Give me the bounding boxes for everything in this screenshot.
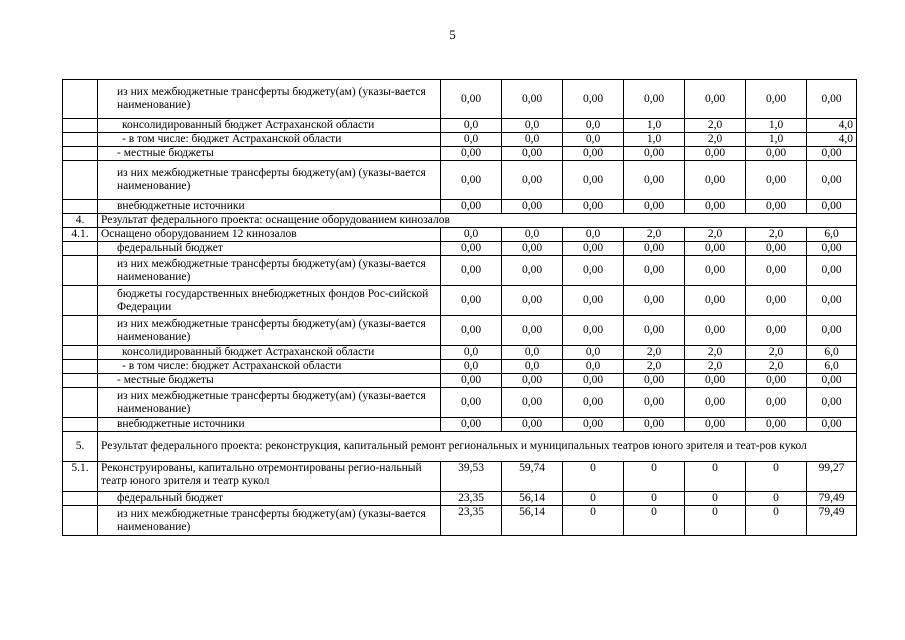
- table-row: [63, 360, 857, 374]
- value-cell: 0,00: [563, 200, 624, 214]
- value-cell: 4,0: [807, 133, 857, 147]
- value-cell: 0,00: [685, 388, 746, 418]
- value-cell: 0,00: [441, 147, 502, 161]
- row-description-cell: из них межбюджетные трансферты бюджету(ам) (указы-вается наименование): [98, 506, 441, 536]
- value-cell: 0,0: [563, 346, 624, 360]
- section-title-cell: Результат федерального проекта: оснащение оборудованием кинозалов: [98, 214, 857, 228]
- value-cell: 0,00: [746, 242, 807, 256]
- value-cell: 59,74: [502, 462, 563, 492]
- value-cell: 0: [624, 492, 685, 506]
- value-cell: 0,0: [441, 228, 502, 242]
- value-cell: 56,14: [502, 492, 563, 506]
- value-cell: 0,00: [563, 147, 624, 161]
- value-cell: 0,0: [441, 360, 502, 374]
- value-cell: 0,00: [624, 147, 685, 161]
- value-cell: 1,0: [624, 119, 685, 133]
- row-description-cell: - в том числе: бюджет Астраханской области: [98, 360, 441, 374]
- value-cell: 0,00: [441, 242, 502, 256]
- value-cell: 0,00: [807, 388, 857, 418]
- value-cell: 1,0: [624, 133, 685, 147]
- table-row: [63, 256, 857, 286]
- value-cell: 0,00: [624, 242, 685, 256]
- value-cell: 0,00: [502, 388, 563, 418]
- row-number-cell: [63, 242, 98, 256]
- row-number-cell: 5.1.: [63, 462, 98, 492]
- table-row: [63, 374, 857, 388]
- value-cell: 0,00: [441, 286, 502, 316]
- value-cell: 0,0: [563, 228, 624, 242]
- value-cell: 0,00: [563, 161, 624, 200]
- value-cell: 0,00: [746, 256, 807, 286]
- value-cell: 0,00: [624, 286, 685, 316]
- value-cell: 2,0: [685, 360, 746, 374]
- section-number-cell: 5.: [63, 432, 98, 462]
- table-row: [63, 161, 857, 200]
- value-cell: 0,00: [746, 200, 807, 214]
- row-description-cell: из них межбюджетные трансферты бюджету(ам) (указы-вается наименование): [98, 80, 441, 119]
- value-cell: 0,0: [502, 228, 563, 242]
- value-cell: 0: [563, 492, 624, 506]
- value-cell: 56,14: [502, 506, 563, 536]
- table-row: [63, 506, 857, 536]
- value-cell: 0,00: [807, 80, 857, 119]
- row-description-cell: из них межбюджетные трансферты бюджету(ам) (указы-вается наименование): [98, 316, 441, 346]
- value-cell: 0: [624, 462, 685, 492]
- value-cell: 0,0: [563, 360, 624, 374]
- value-cell: 0,00: [502, 200, 563, 214]
- value-cell: 0: [746, 492, 807, 506]
- row-number-cell: [63, 161, 98, 200]
- value-cell: 79,49: [807, 492, 857, 506]
- value-cell: 0,00: [441, 388, 502, 418]
- value-cell: 0,0: [563, 119, 624, 133]
- section-title-cell: Результат федерального проекта: реконструкция, капитальный ремонт региональных и муниципальных театров юного зрителя и теат-ров кукол: [98, 432, 857, 462]
- value-cell: 0,00: [624, 200, 685, 214]
- value-cell: 0,00: [563, 418, 624, 432]
- page-number: 5: [449, 27, 456, 42]
- table-row: [63, 346, 857, 360]
- value-cell: 0: [624, 506, 685, 536]
- value-cell: 0,00: [685, 200, 746, 214]
- value-cell: 0,0: [502, 119, 563, 133]
- value-cell: 79,49: [807, 506, 857, 536]
- value-cell: 0,00: [563, 286, 624, 316]
- row-description-cell: - в том числе: бюджет Астраханской области: [98, 133, 441, 147]
- value-cell: 0,00: [441, 256, 502, 286]
- table-row: [63, 119, 857, 133]
- row-number-cell: [63, 119, 98, 133]
- budget-table: [62, 79, 857, 536]
- value-cell: 0: [685, 492, 746, 506]
- table-row: [63, 200, 857, 214]
- value-cell: 4,0: [807, 119, 857, 133]
- value-cell: 23,35: [441, 506, 502, 536]
- value-cell: 1,0: [746, 133, 807, 147]
- value-cell: 0,00: [807, 418, 857, 432]
- value-cell: 0,00: [563, 316, 624, 346]
- value-cell: 0: [563, 462, 624, 492]
- value-cell: 2,0: [746, 360, 807, 374]
- table-row: [63, 492, 857, 506]
- value-cell: 0,00: [807, 286, 857, 316]
- value-cell: 0,00: [685, 286, 746, 316]
- value-cell: 0,00: [685, 374, 746, 388]
- row-description-cell: внебюджетные источники: [98, 418, 441, 432]
- row-number-cell: [63, 388, 98, 418]
- table-row: [63, 388, 857, 418]
- value-cell: 2,0: [624, 228, 685, 242]
- table-row: [63, 133, 857, 147]
- value-cell: 2,0: [685, 346, 746, 360]
- value-cell: 0: [563, 506, 624, 536]
- value-cell: 0,00: [441, 374, 502, 388]
- value-cell: 0,00: [685, 316, 746, 346]
- value-cell: 0,00: [441, 161, 502, 200]
- row-description-cell: из них межбюджетные трансферты бюджету(ам) (указы-вается наименование): [98, 388, 441, 418]
- row-number-cell: [63, 360, 98, 374]
- value-cell: 6,0: [807, 360, 857, 374]
- value-cell: 0,00: [624, 374, 685, 388]
- section-header-row: [63, 432, 857, 462]
- value-cell: 0,00: [441, 418, 502, 432]
- value-cell: 0,00: [502, 161, 563, 200]
- value-cell: 0,0: [441, 346, 502, 360]
- row-description-cell: Реконструированы, капитально отремонтированы регио-нальный театр юного зрителя и театр кукол: [98, 462, 441, 492]
- value-cell: 0,00: [563, 80, 624, 119]
- row-number-cell: [63, 346, 98, 360]
- value-cell: 0,00: [624, 316, 685, 346]
- value-cell: 0,00: [685, 256, 746, 286]
- value-cell: 0,00: [502, 316, 563, 346]
- value-cell: 0,00: [746, 418, 807, 432]
- value-cell: 0,00: [441, 80, 502, 119]
- value-cell: 2,0: [624, 360, 685, 374]
- value-cell: 0,00: [624, 256, 685, 286]
- value-cell: 0,0: [502, 346, 563, 360]
- table-row: [63, 80, 857, 119]
- value-cell: 0,00: [746, 374, 807, 388]
- value-cell: 0,00: [624, 418, 685, 432]
- row-number-cell: [63, 286, 98, 316]
- value-cell: 0,00: [563, 242, 624, 256]
- value-cell: 0,00: [685, 147, 746, 161]
- value-cell: 0,00: [746, 316, 807, 346]
- value-cell: 0,0: [502, 133, 563, 147]
- value-cell: 0,00: [624, 161, 685, 200]
- value-cell: 0,00: [563, 388, 624, 418]
- row-number-cell: [63, 147, 98, 161]
- value-cell: 2,0: [746, 346, 807, 360]
- value-cell: 99,27: [807, 462, 857, 492]
- row-description-cell: внебюджетные источники: [98, 200, 441, 214]
- value-cell: 0,00: [746, 286, 807, 316]
- value-cell: 0,00: [502, 80, 563, 119]
- value-cell: 0,00: [624, 80, 685, 119]
- value-cell: 1,0: [746, 119, 807, 133]
- value-cell: 0,00: [746, 161, 807, 200]
- row-description-cell: федеральный бюджет: [98, 492, 441, 506]
- table-row: [63, 418, 857, 432]
- value-cell: 0,00: [502, 242, 563, 256]
- value-cell: 0,00: [441, 200, 502, 214]
- table-row: [63, 147, 857, 161]
- row-description-cell: федеральный бюджет: [98, 242, 441, 256]
- value-cell: 0,00: [746, 147, 807, 161]
- value-cell: 6,0: [807, 346, 857, 360]
- value-cell: 0,00: [441, 316, 502, 346]
- row-number-cell: [63, 492, 98, 506]
- row-number-cell: [63, 506, 98, 536]
- value-cell: 0,00: [807, 242, 857, 256]
- table-row: [63, 242, 857, 256]
- row-number-cell: [63, 133, 98, 147]
- value-cell: 0,00: [807, 256, 857, 286]
- section-header-row: [63, 214, 857, 228]
- value-cell: 0: [685, 506, 746, 536]
- row-description-cell: - местные бюджеты: [98, 147, 441, 161]
- value-cell: 0,00: [502, 374, 563, 388]
- row-description-cell: - местные бюджеты: [98, 374, 441, 388]
- value-cell: 0,00: [807, 147, 857, 161]
- value-cell: 0,00: [502, 286, 563, 316]
- value-cell: 0,00: [502, 418, 563, 432]
- value-cell: 0,00: [563, 256, 624, 286]
- value-cell: 0: [685, 462, 746, 492]
- value-cell: 0,0: [563, 133, 624, 147]
- row-description-cell: консолидированный бюджет Астраханской области: [98, 346, 441, 360]
- row-description-cell: консолидированный бюджет Астраханской области: [98, 119, 441, 133]
- value-cell: 0,00: [563, 374, 624, 388]
- table-row: [63, 316, 857, 346]
- value-cell: 0,0: [441, 133, 502, 147]
- value-cell: 0,00: [807, 161, 857, 200]
- value-cell: 0,00: [685, 161, 746, 200]
- value-cell: 2,0: [746, 228, 807, 242]
- row-number-cell: [63, 80, 98, 119]
- value-cell: 0,00: [685, 80, 746, 119]
- value-cell: 0,00: [502, 256, 563, 286]
- value-cell: 39,53: [441, 462, 502, 492]
- section-number-cell: 4.: [63, 214, 98, 228]
- value-cell: 0: [746, 462, 807, 492]
- row-description-cell: Оснащено оборудованием 12 кинозалов: [98, 228, 441, 242]
- row-number-cell: [63, 200, 98, 214]
- value-cell: 2,0: [624, 346, 685, 360]
- value-cell: 2,0: [685, 228, 746, 242]
- value-cell: 0,00: [807, 200, 857, 214]
- value-cell: 2,0: [685, 133, 746, 147]
- table-row: [63, 228, 857, 242]
- row-number-cell: 4.1.: [63, 228, 98, 242]
- value-cell: 0,00: [624, 388, 685, 418]
- value-cell: 0,00: [746, 388, 807, 418]
- value-cell: 2,0: [685, 119, 746, 133]
- row-description-cell: бюджеты государственных внебюджетных фондов Рос-сийской Федерации: [98, 286, 441, 316]
- value-cell: 23,35: [441, 492, 502, 506]
- value-cell: 0,00: [502, 147, 563, 161]
- row-number-cell: [63, 374, 98, 388]
- row-description-cell: из них межбюджетные трансферты бюджету(ам) (указы-вается наименование): [98, 161, 441, 200]
- table-row: [63, 286, 857, 316]
- row-number-cell: [63, 256, 98, 286]
- value-cell: 6,0: [807, 228, 857, 242]
- value-cell: 0,00: [807, 316, 857, 346]
- value-cell: 0,00: [746, 80, 807, 119]
- row-number-cell: [63, 316, 98, 346]
- value-cell: 0,00: [685, 418, 746, 432]
- table-row: [63, 462, 857, 492]
- value-cell: 0,00: [685, 242, 746, 256]
- value-cell: 0,00: [807, 374, 857, 388]
- value-cell: 0,0: [441, 119, 502, 133]
- value-cell: 0: [746, 506, 807, 536]
- row-number-cell: [63, 418, 98, 432]
- row-description-cell: из них межбюджетные трансферты бюджету(ам) (указы-вается наименование): [98, 256, 441, 286]
- value-cell: 0,0: [502, 360, 563, 374]
